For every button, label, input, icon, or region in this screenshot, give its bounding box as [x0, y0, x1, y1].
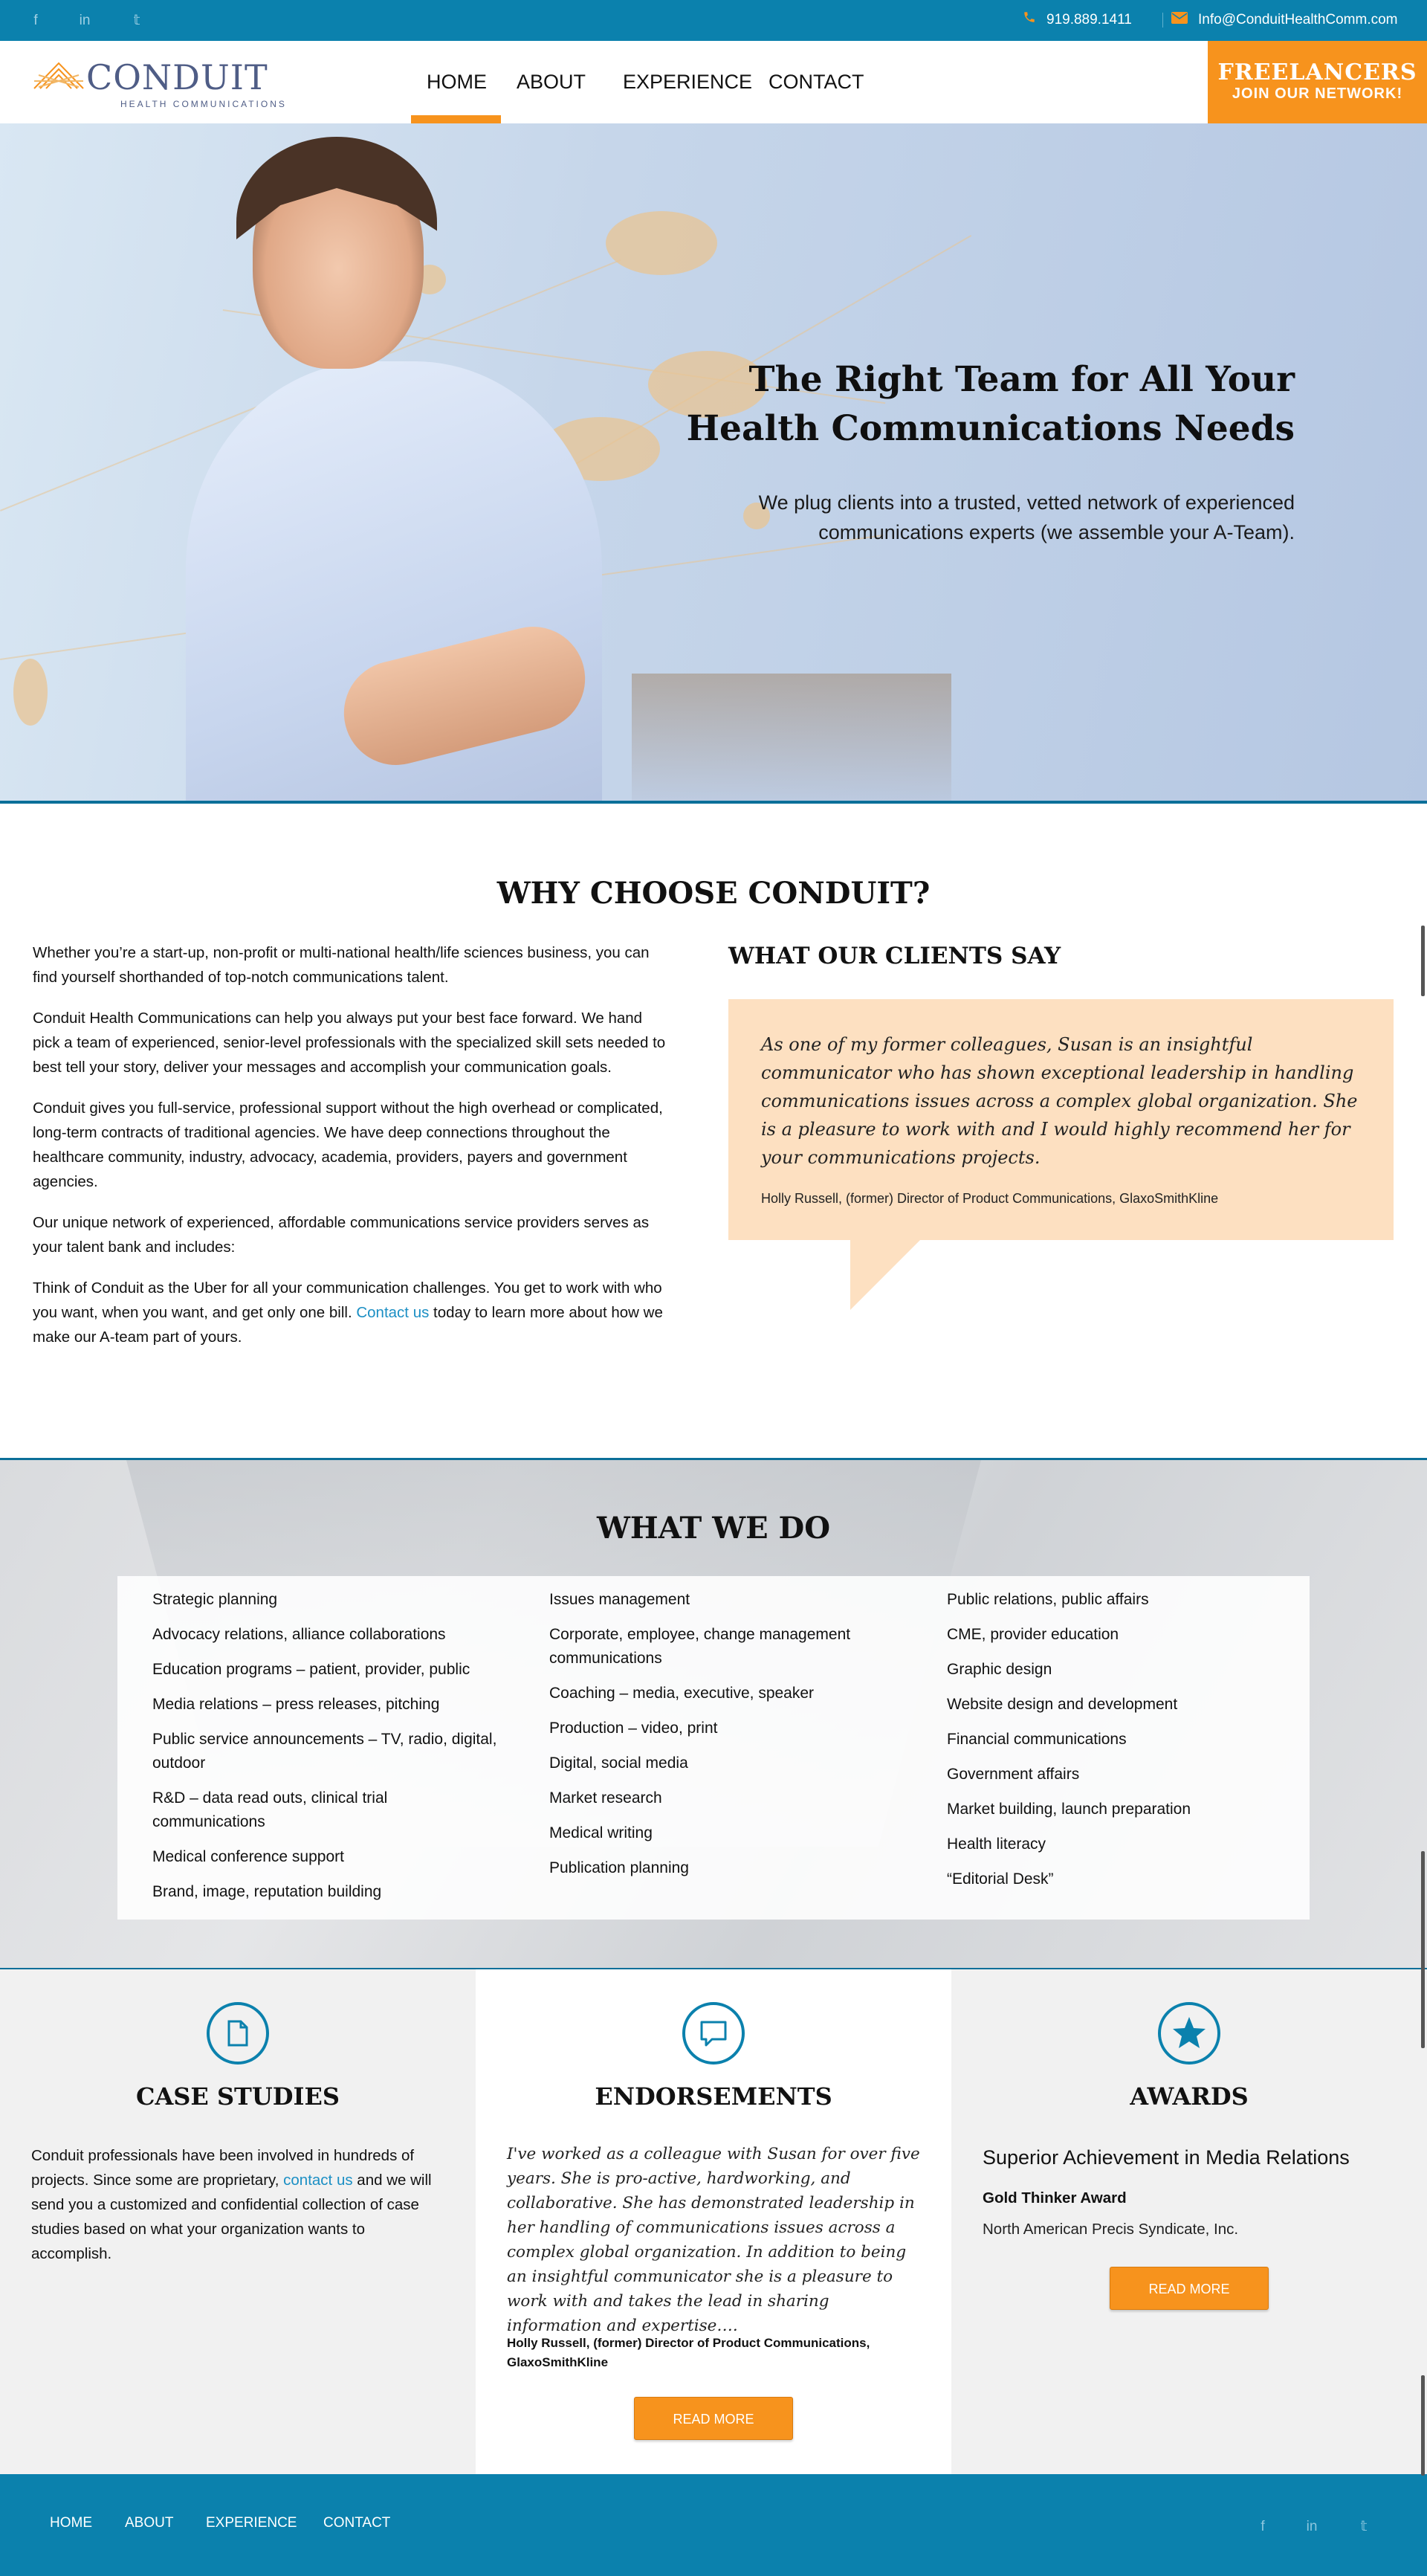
star-icon: [1158, 2002, 1220, 2065]
why-paragraph: [33, 1276, 672, 1349]
nav-home[interactable]: HOME: [427, 71, 487, 93]
service-item: Issues management: [549, 1591, 690, 1608]
scrollbar-thumb[interactable]: [1421, 926, 1425, 996]
top-bar: [0, 0, 1427, 41]
linkedin-icon[interactable]: in: [1306, 2519, 1318, 2534]
why-text: Think of Conduit as the Uber for all your communication challenges. You get to work with who you want, when you want, and get only one bill.: [33, 1279, 662, 1321]
logo-mark-icon: [33, 60, 85, 90]
case-text: and we will send you a customized and confidential collection of case studies based on what your organization wants to accomplish.: [31, 2172, 432, 2262]
footer-nav-contact[interactable]: CONTACT: [323, 2515, 391, 2531]
network-node: [606, 211, 717, 275]
endorsement-quote: I've worked as a colleague with Susan for over five years. She is pro-active, hardworking, and collaborative. She has demonstrated leadership in her handling of communications issues across a complex global organization. In addition to being an insightful communicator she is a pleasure to work with and takes the lead in sharing information and expertise….: [507, 2145, 920, 2335]
phone-number: 919.889.1411: [1046, 12, 1132, 28]
service-item: Education programs – patient, provider, public: [152, 1661, 470, 1678]
why-text: today to learn more about how we make our A-team part of yours.: [33, 1304, 663, 1346]
scrollbar-thumb[interactable]: [1421, 1851, 1425, 2048]
logo-subtitle: HEALTH COMMUNICATIONS: [120, 99, 287, 109]
service-item: Strategic planning: [152, 1591, 278, 1608]
service-item: Public service announcements – TV, radio, digital, outdoor: [152, 1731, 497, 1772]
linkedin-icon[interactable]: in: [79, 13, 91, 28]
case-studies-text: [31, 2143, 447, 2266]
services-column-2: [549, 1588, 899, 1891]
services-column-1: [152, 1588, 502, 1915]
service-item: Coaching – media, executive, speaker: [549, 1685, 815, 1702]
service-item: Financial communications: [947, 1731, 1127, 1748]
freelancers-cta-button[interactable]: [1208, 41, 1427, 123]
testimonial-author: Holly Russell, (former) Director of Product Communications, GlaxoSmithKline: [761, 1191, 1219, 1206]
case-studies-column: [0, 1969, 476, 2474]
case-studies-title: CASE STUDIES: [136, 2082, 340, 2111]
endorsements-column: [476, 1969, 951, 2474]
why-paragraph: Our unique network of experienced, affordable communications service providers serves as your talent bank and includes:: [33, 1214, 650, 1256]
phone-icon: [1023, 10, 1036, 30]
service-item: Production – video, print: [549, 1720, 718, 1737]
nav-about[interactable]: ABOUT: [517, 71, 586, 93]
endorsements-read-more-button[interactable]: READ MORE: [634, 2397, 793, 2440]
services-column-3: [947, 1588, 1296, 1902]
network-node: [13, 659, 48, 726]
twitter-icon[interactable]: 𝕥: [1360, 2519, 1368, 2534]
service-item: Medical writing: [549, 1824, 653, 1841]
email-link[interactable]: [1171, 10, 1398, 30]
contact-us-link[interactable]: Contact us: [356, 1304, 430, 1321]
endorsements-title: ENDORSEMENTS: [595, 2082, 832, 2111]
nav-active-indicator: [411, 115, 501, 123]
service-item: Advocacy relations, alliance collaborations: [152, 1626, 446, 1643]
twitter-icon[interactable]: 𝕥: [133, 13, 140, 28]
site-header: [0, 41, 1427, 123]
speech-bubble-tail: [850, 1240, 920, 1310]
service-item: R&D – data read outs, clinical trial communications: [152, 1789, 388, 1830]
facebook-icon[interactable]: f: [33, 13, 38, 28]
awards-title: AWARDS: [1130, 2082, 1249, 2111]
clients-section-title: WHAT OUR CLIENTS SAY: [728, 943, 1061, 969]
service-item: Corporate, employee, change management communications: [549, 1626, 851, 1667]
service-item: Medical conference support: [152, 1848, 344, 1865]
why-paragraph: Conduit Health Communications can help you always put your best face forward. We hand pick a team of experienced, senior-level professionals with the specialized skill sets needed to best tell your story, deliver your messages and accomplish your communication goals.: [33, 1010, 666, 1076]
testimonial-bubble: [728, 999, 1394, 1240]
site-footer: [0, 2474, 1427, 2576]
service-item: Website design and development: [947, 1696, 1178, 1713]
endorsement-author: Holly Russell, (former) Director of Product Communications, GlaxoSmithKline: [507, 2336, 870, 2369]
envelope-icon: [1171, 10, 1188, 30]
awards-read-more-button[interactable]: READ MORE: [1110, 2267, 1269, 2310]
service-item: Media relations – press releases, pitching: [152, 1696, 440, 1713]
service-item: “Editorial Desk”: [947, 1870, 1054, 1888]
service-item: CME, provider education: [947, 1626, 1119, 1643]
section-divider: [0, 801, 1427, 804]
why-section-title: WHY CHOOSE CONDUIT?: [496, 876, 931, 911]
awards-column: [951, 1969, 1427, 2474]
testimonial-quote: As one of my former colleagues, Susan is an insightful communicator who has shown exceptional leadership in handling communications issues across a complex global organization. She is a pleasure to work with and I would highly recommend her for your communications projects.: [761, 1034, 1358, 1168]
footer-nav-experience[interactable]: EXPERIENCE: [206, 2515, 297, 2531]
service-item: Market building, launch preparation: [947, 1801, 1191, 1818]
email-address: Info@ConduitHealthComm.com: [1198, 12, 1398, 28]
speech-bubble-icon: [682, 2002, 745, 2065]
background-shelf: [632, 674, 951, 802]
topbar-divider: [1162, 13, 1163, 28]
phone-link[interactable]: [1023, 10, 1132, 30]
case-text: Conduit professionals have been involved in hundreds of projects. Since some are proprietary,: [31, 2147, 415, 2189]
why-paragraph: Whether you’re a start-up, non-profit or multi-national health/life sciences business, you can find yourself shorthanded of top-notch communications talent.: [33, 944, 650, 986]
footer-nav-about[interactable]: ABOUT: [125, 2515, 174, 2531]
footer-nav-home[interactable]: HOME: [50, 2515, 92, 2531]
contact-us-link[interactable]: contact us: [283, 2172, 353, 2189]
service-item: Health literacy: [947, 1836, 1046, 1853]
service-item: Digital, social media: [549, 1755, 688, 1772]
feature-columns: [0, 1969, 1427, 2474]
what-we-do-title: WHAT WE DO: [596, 1511, 831, 1546]
hero-title: The Right Team for All Your Health Communications Needs: [686, 359, 1295, 449]
nav-experience[interactable]: EXPERIENCE: [623, 71, 753, 93]
service-item: Government affairs: [947, 1766, 1080, 1783]
scrollbar-thumb[interactable]: [1421, 2375, 1425, 2476]
nav-contact[interactable]: CONTACT: [768, 71, 864, 93]
service-item: Brand, image, reputation building: [152, 1883, 382, 1900]
cta-line1: FREELANCERS: [1217, 59, 1417, 85]
service-item: Publication planning: [549, 1859, 689, 1876]
facebook-icon[interactable]: f: [1261, 2519, 1265, 2534]
award-name: Gold Thinker Award: [983, 2189, 1127, 2207]
why-body: [33, 940, 672, 1366]
logo[interactable]: [33, 56, 300, 108]
cta-line2: JOIN OUR NETWORK!: [1232, 85, 1403, 102]
logo-wordmark: CONDUIT: [86, 57, 268, 97]
hero-subtitle: We plug clients into a trusted, vetted network of experienced communications experts (we assemble your A-Team).: [758, 491, 1295, 543]
document-icon: [207, 2002, 269, 2065]
award-organization: North American Precis Syndicate, Inc.: [983, 2221, 1239, 2238]
hero-banner: [0, 123, 1427, 802]
service-item: Graphic design: [947, 1661, 1052, 1678]
service-item: Public relations, public affairs: [947, 1591, 1149, 1608]
why-paragraph: Conduit gives you full-service, professional support without the high overhead or complicated, long-term contracts of traditional agencies. We have deep connections throughout the healthcare community, industry, advocacy, academia, providers, payers and government agencies.: [33, 1100, 663, 1190]
award-heading: Superior Achievement in Media Relations: [983, 2146, 1350, 2169]
service-item: Market research: [549, 1789, 662, 1807]
